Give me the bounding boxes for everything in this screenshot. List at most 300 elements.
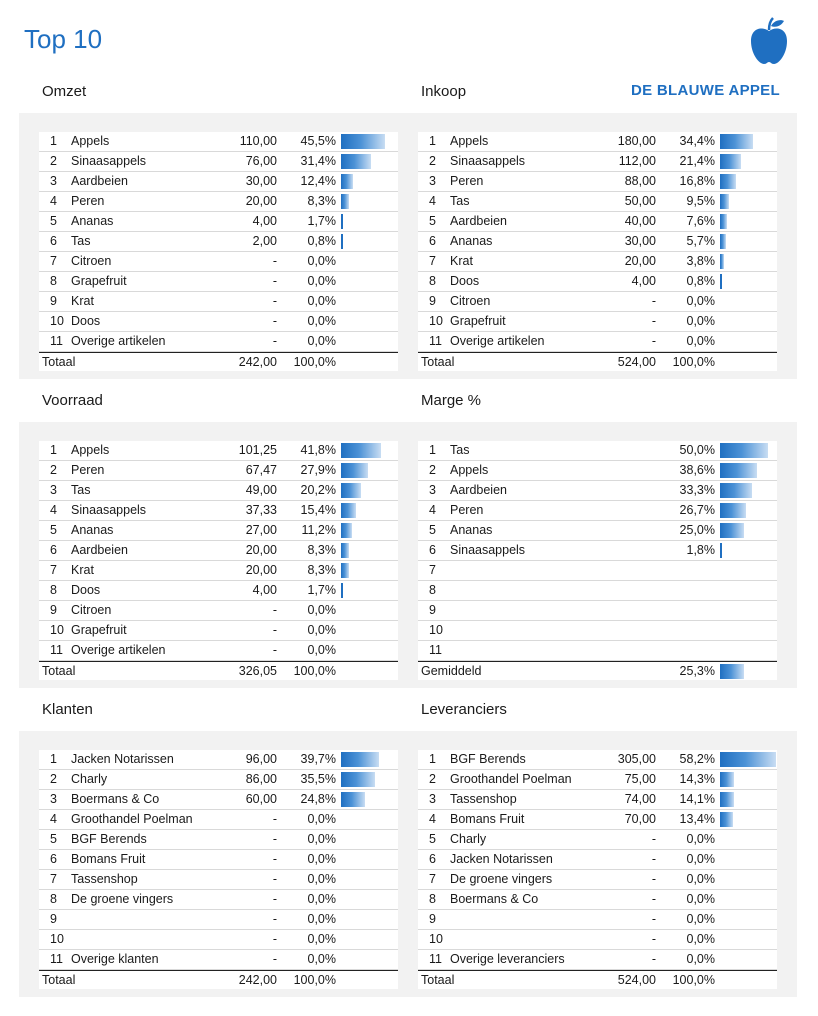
rank-number: 8 bbox=[429, 274, 436, 288]
table-row bbox=[39, 172, 398, 192]
apple-icon bbox=[748, 16, 790, 66]
klanten-title: Klanten bbox=[42, 701, 93, 718]
percentage-bar bbox=[341, 174, 353, 189]
item-percentage: 0,0% bbox=[307, 912, 336, 926]
item-percentage: 0,0% bbox=[307, 294, 336, 308]
percentage-bar bbox=[341, 583, 343, 598]
total-label: Totaal bbox=[42, 664, 76, 678]
item-percentage: 0,0% bbox=[686, 952, 715, 966]
item-percentage: 0,0% bbox=[686, 872, 715, 886]
item-name: Krat bbox=[71, 563, 94, 577]
item-name: Sinaasappels bbox=[71, 503, 147, 517]
rank-number: 11 bbox=[50, 643, 63, 657]
item-percentage: 3,8% bbox=[686, 254, 715, 268]
table-row bbox=[39, 541, 398, 561]
item-percentage: 20,2% bbox=[300, 483, 336, 497]
total-label: Totaal bbox=[421, 355, 455, 369]
item-percentage: 0,0% bbox=[307, 274, 336, 288]
percentage-bar bbox=[341, 154, 371, 169]
rank-number: 2 bbox=[429, 463, 436, 477]
rank-number: 1 bbox=[429, 443, 436, 457]
item-name: Boermans & Co bbox=[71, 792, 160, 806]
total-percentage: 100,0% bbox=[293, 973, 336, 987]
item-name: BGF Berends bbox=[450, 752, 526, 766]
item-value: - bbox=[272, 932, 277, 946]
total-percentage: 100,0% bbox=[293, 355, 336, 369]
table-row bbox=[39, 212, 398, 232]
percentage-bar bbox=[720, 194, 729, 209]
inkoop-title: Inkoop bbox=[421, 83, 467, 100]
leveranciers-table bbox=[418, 750, 777, 989]
item-name: Overige klanten bbox=[71, 952, 159, 966]
item-name: Grapefruit bbox=[71, 623, 127, 637]
total-percentage: 100,0% bbox=[672, 355, 715, 369]
rank-number: 9 bbox=[50, 912, 57, 926]
total-value: 524,00 bbox=[617, 973, 656, 987]
total-label: Totaal bbox=[421, 973, 455, 987]
table-row bbox=[418, 850, 777, 870]
item-value: 112,00 bbox=[618, 154, 656, 168]
table-row bbox=[418, 581, 777, 601]
item-name: Appels bbox=[71, 443, 110, 457]
total-value: 242,00 bbox=[238, 355, 277, 369]
item-name: Ananas bbox=[450, 234, 493, 248]
table-row bbox=[418, 770, 777, 790]
inkoop-table bbox=[418, 132, 777, 371]
item-value: - bbox=[272, 274, 277, 288]
item-value: 37,33 bbox=[245, 503, 277, 517]
total-percentage: 25,3% bbox=[679, 664, 715, 678]
item-percentage: 21,4% bbox=[679, 154, 715, 168]
item-percentage: 0,0% bbox=[686, 912, 715, 926]
rank-number: 8 bbox=[50, 892, 57, 906]
item-name: De groene vingers bbox=[450, 872, 553, 886]
item-percentage: 0,0% bbox=[307, 603, 336, 617]
item-value: 88,00 bbox=[624, 174, 656, 188]
table-row bbox=[418, 641, 777, 661]
item-value: 74,00 bbox=[624, 792, 656, 806]
item-percentage: 39,7% bbox=[300, 752, 336, 766]
item-name: BGF Berends bbox=[71, 832, 147, 846]
table-row bbox=[418, 132, 777, 152]
item-name: Bomans Fruit bbox=[450, 812, 525, 826]
total-percentage: 100,0% bbox=[293, 664, 336, 678]
item-name: Grapefruit bbox=[71, 274, 127, 288]
item-name: Krat bbox=[450, 254, 473, 268]
voorraad-title: Voorraad bbox=[42, 392, 103, 409]
table-row bbox=[418, 501, 777, 521]
rank-number: 1 bbox=[429, 752, 436, 766]
table-row bbox=[39, 292, 398, 312]
rank-number: 3 bbox=[50, 792, 57, 806]
item-percentage: 8,3% bbox=[307, 543, 336, 557]
item-percentage: 9,5% bbox=[686, 194, 715, 208]
item-name: Bomans Fruit bbox=[71, 852, 146, 866]
item-name: Ananas bbox=[71, 214, 114, 228]
table-row bbox=[418, 930, 777, 950]
percentage-bar bbox=[341, 752, 379, 767]
item-percentage: 38,6% bbox=[679, 463, 715, 477]
rank-number: 5 bbox=[429, 832, 436, 846]
table-row bbox=[39, 641, 398, 661]
item-percentage: 0,0% bbox=[307, 872, 336, 886]
table-row bbox=[39, 561, 398, 581]
table-row bbox=[418, 332, 777, 352]
item-value: 27,00 bbox=[245, 523, 277, 537]
table-row bbox=[39, 890, 398, 910]
item-percentage: 1,8% bbox=[686, 543, 715, 557]
item-value: - bbox=[272, 623, 277, 637]
item-value: - bbox=[651, 952, 656, 966]
table-row bbox=[39, 810, 398, 830]
item-name: Ananas bbox=[71, 523, 114, 537]
total-value: 326,05 bbox=[238, 664, 277, 678]
item-percentage: 1,7% bbox=[307, 583, 336, 597]
percentage-bar bbox=[720, 134, 753, 149]
item-name: Jacken Notarissen bbox=[450, 852, 553, 866]
item-name: Aardbeien bbox=[450, 214, 507, 228]
item-value: - bbox=[651, 832, 656, 846]
table-row bbox=[418, 172, 777, 192]
table-row bbox=[418, 232, 777, 252]
item-percentage: 34,4% bbox=[679, 134, 715, 148]
item-name: Doos bbox=[71, 583, 101, 597]
item-percentage: 0,0% bbox=[307, 952, 336, 966]
page-title: Top 10 bbox=[24, 24, 103, 54]
rank-number: 3 bbox=[429, 792, 436, 806]
rank-number: 9 bbox=[429, 912, 436, 926]
item-value: 305,00 bbox=[617, 752, 656, 766]
item-percentage: 31,4% bbox=[300, 154, 336, 168]
percentage-bar bbox=[720, 214, 727, 229]
table-row bbox=[418, 750, 777, 770]
item-name: Tassenshop bbox=[71, 872, 138, 886]
item-name: Doos bbox=[450, 274, 480, 288]
item-name: Aardbeien bbox=[71, 543, 128, 557]
item-name: Aardbeien bbox=[450, 483, 507, 497]
item-percentage: 11,2% bbox=[301, 523, 336, 537]
item-value: - bbox=[272, 294, 277, 308]
percentage-bar bbox=[720, 543, 722, 558]
item-value: 20,00 bbox=[624, 254, 656, 268]
rank-number: 6 bbox=[429, 543, 436, 557]
table-row bbox=[418, 810, 777, 830]
item-name: Sinaasappels bbox=[450, 543, 526, 557]
item-percentage: 0,0% bbox=[307, 334, 336, 348]
percentage-bar bbox=[341, 194, 349, 209]
item-percentage: 5,7% bbox=[686, 234, 715, 248]
table-row bbox=[39, 312, 398, 332]
item-name: Peren bbox=[450, 174, 484, 188]
rank-number: 8 bbox=[429, 583, 436, 597]
item-name: Jacken Notarissen bbox=[71, 752, 174, 766]
total-row bbox=[39, 970, 398, 989]
table-row bbox=[418, 481, 777, 501]
rank-number: 5 bbox=[50, 214, 57, 228]
item-value: 30,00 bbox=[245, 174, 277, 188]
percentage-bar bbox=[720, 523, 744, 538]
table-row bbox=[39, 621, 398, 641]
percentage-bar bbox=[720, 483, 752, 498]
table-row bbox=[39, 481, 398, 501]
item-value: 101,25 bbox=[238, 443, 277, 457]
percentage-bar bbox=[720, 254, 724, 269]
table-row bbox=[418, 561, 777, 581]
rank-number: 3 bbox=[429, 174, 436, 188]
percentage-bar bbox=[720, 772, 734, 787]
item-percentage: 0,0% bbox=[686, 832, 715, 846]
total-value: 524,00 bbox=[617, 355, 656, 369]
percentage-bar bbox=[720, 664, 744, 679]
omzet-title: Omzet bbox=[42, 83, 87, 100]
item-percentage: 58,2% bbox=[679, 752, 715, 766]
percentage-bar bbox=[341, 463, 368, 478]
rank-number: 5 bbox=[429, 523, 436, 537]
table-row bbox=[418, 461, 777, 481]
table-row bbox=[418, 790, 777, 810]
item-name: Tas bbox=[71, 483, 91, 497]
percentage-bar bbox=[341, 503, 356, 518]
table-row bbox=[418, 441, 777, 461]
rank-number: 10 bbox=[429, 314, 443, 328]
item-value: - bbox=[651, 932, 656, 946]
item-percentage: 0,0% bbox=[686, 892, 715, 906]
percentage-bar bbox=[720, 752, 776, 767]
omzet-table bbox=[39, 132, 398, 371]
item-percentage: 35,5% bbox=[300, 772, 336, 786]
item-percentage: 0,0% bbox=[686, 294, 715, 308]
item-percentage: 24,8% bbox=[300, 792, 336, 806]
item-percentage: 45,5% bbox=[300, 134, 336, 148]
item-value: - bbox=[272, 952, 277, 966]
table-row bbox=[39, 232, 398, 252]
table-row bbox=[39, 581, 398, 601]
table-row bbox=[418, 312, 777, 332]
rank-number: 5 bbox=[50, 523, 57, 537]
item-value: - bbox=[272, 892, 277, 906]
table-row bbox=[418, 890, 777, 910]
table-row bbox=[39, 950, 398, 970]
item-percentage: 41,8% bbox=[300, 443, 336, 457]
table-row bbox=[418, 192, 777, 212]
item-value: 75,00 bbox=[624, 772, 656, 786]
item-value: 4,00 bbox=[631, 274, 656, 288]
table-row bbox=[39, 152, 398, 172]
table-row bbox=[39, 192, 398, 212]
total-row bbox=[39, 352, 398, 371]
item-name: Aardbeien bbox=[71, 174, 128, 188]
item-percentage: 13,4% bbox=[679, 812, 715, 826]
leveranciers-title: Leveranciers bbox=[421, 701, 507, 718]
rank-number: 7 bbox=[429, 872, 436, 886]
table-row bbox=[39, 332, 398, 352]
item-name: Overige leveranciers bbox=[450, 952, 565, 966]
table-row bbox=[39, 850, 398, 870]
rank-number: 5 bbox=[429, 214, 436, 228]
rank-number: 2 bbox=[50, 154, 57, 168]
item-percentage: 0,0% bbox=[307, 812, 336, 826]
table-row bbox=[39, 790, 398, 810]
percentage-bar bbox=[341, 443, 381, 458]
item-percentage: 27,9% bbox=[300, 463, 336, 477]
item-name: Tassenshop bbox=[450, 792, 517, 806]
rank-number: 10 bbox=[50, 932, 64, 946]
item-value: 30,00 bbox=[624, 234, 656, 248]
table-row bbox=[39, 930, 398, 950]
table-row bbox=[418, 870, 777, 890]
item-name: Citroen bbox=[450, 294, 491, 308]
rank-number: 4 bbox=[50, 812, 57, 826]
item-value: 70,00 bbox=[624, 812, 656, 826]
item-name: Tas bbox=[71, 234, 91, 248]
item-name: Groothandel Poelman bbox=[450, 772, 572, 786]
table-row bbox=[418, 521, 777, 541]
rank-number: 6 bbox=[50, 543, 57, 557]
table-row bbox=[418, 621, 777, 641]
rank-number: 6 bbox=[50, 234, 57, 248]
item-name: Appels bbox=[71, 134, 110, 148]
item-name: Peren bbox=[450, 503, 484, 517]
voorraad-table bbox=[39, 441, 398, 680]
table-row bbox=[418, 910, 777, 930]
rank-number: 2 bbox=[50, 463, 57, 477]
rank-number: 9 bbox=[50, 294, 57, 308]
item-percentage: 33,3% bbox=[679, 483, 715, 497]
item-name: Sinaasappels bbox=[71, 154, 147, 168]
item-percentage: 50,0% bbox=[679, 443, 715, 457]
table-row bbox=[39, 910, 398, 930]
item-percentage: 0,0% bbox=[307, 314, 336, 328]
item-percentage: 7,6% bbox=[686, 214, 715, 228]
percentage-bar bbox=[341, 134, 385, 149]
item-name: Charly bbox=[450, 832, 487, 846]
percentage-bar bbox=[720, 174, 736, 189]
percentage-bar bbox=[720, 812, 733, 827]
item-value: - bbox=[272, 334, 277, 348]
percentage-bar bbox=[341, 543, 349, 558]
item-percentage: 0,0% bbox=[686, 852, 715, 866]
klanten-table bbox=[39, 750, 398, 989]
item-name: Tas bbox=[450, 443, 470, 457]
item-percentage: 0,0% bbox=[686, 314, 715, 328]
item-name: Groothandel Poelman bbox=[71, 812, 193, 826]
item-name: Tas bbox=[450, 194, 470, 208]
item-value: - bbox=[272, 643, 277, 657]
table-row bbox=[39, 750, 398, 770]
percentage-bar bbox=[341, 772, 375, 787]
item-value: 60,00 bbox=[245, 792, 277, 806]
rank-number: 3 bbox=[50, 174, 57, 188]
total-percentage: 100,0% bbox=[672, 973, 715, 987]
brand-logo-text: DE BLAUWE APPEL bbox=[631, 82, 780, 99]
rank-number: 4 bbox=[50, 194, 57, 208]
rank-number: 6 bbox=[429, 852, 436, 866]
item-percentage: 0,0% bbox=[307, 892, 336, 906]
item-percentage: 14,3% bbox=[679, 772, 715, 786]
table-row bbox=[418, 950, 777, 970]
percentage-bar bbox=[720, 154, 741, 169]
table-row bbox=[418, 252, 777, 272]
rank-number: 2 bbox=[429, 154, 436, 168]
item-percentage: 0,0% bbox=[686, 334, 715, 348]
item-name: Krat bbox=[71, 294, 94, 308]
rank-number: 9 bbox=[429, 294, 436, 308]
rank-number: 6 bbox=[429, 234, 436, 248]
percentage-bar bbox=[720, 463, 757, 478]
item-name: Ananas bbox=[450, 523, 493, 537]
item-value: - bbox=[272, 852, 277, 866]
table-row bbox=[39, 501, 398, 521]
table-row bbox=[418, 292, 777, 312]
rank-number: 7 bbox=[50, 254, 57, 268]
item-value: 20,00 bbox=[245, 194, 277, 208]
rank-number: 10 bbox=[50, 314, 64, 328]
item-name: Appels bbox=[450, 134, 489, 148]
item-percentage: 8,3% bbox=[307, 194, 336, 208]
rank-number: 10 bbox=[429, 623, 443, 637]
table-row bbox=[39, 252, 398, 272]
rank-number: 1 bbox=[50, 134, 57, 148]
item-percentage: 0,0% bbox=[686, 932, 715, 946]
rank-number: 7 bbox=[50, 563, 57, 577]
item-value: 4,00 bbox=[252, 583, 277, 597]
total-label: Gemiddeld bbox=[421, 664, 482, 678]
rank-number: 7 bbox=[429, 563, 436, 577]
item-value: 110,00 bbox=[239, 134, 277, 148]
item-name: Sinaasappels bbox=[450, 154, 526, 168]
item-percentage: 25,0% bbox=[679, 523, 715, 537]
rank-number: 2 bbox=[429, 772, 436, 786]
item-name: Overige artikelen bbox=[450, 334, 545, 348]
percentage-bar bbox=[720, 503, 746, 518]
item-value: - bbox=[272, 912, 277, 926]
rank-number: 11 bbox=[429, 334, 442, 348]
rank-number: 8 bbox=[429, 892, 436, 906]
rank-number: 10 bbox=[50, 623, 64, 637]
item-percentage: 16,8% bbox=[679, 174, 715, 188]
percentage-bar bbox=[720, 234, 726, 249]
percentage-bar bbox=[341, 563, 349, 578]
rank-number: 4 bbox=[429, 812, 436, 826]
rank-number: 7 bbox=[429, 254, 436, 268]
table-row bbox=[39, 521, 398, 541]
item-name: Boermans & Co bbox=[450, 892, 539, 906]
item-value: 20,00 bbox=[245, 543, 277, 557]
item-value: - bbox=[651, 912, 656, 926]
percentage-bar bbox=[720, 792, 734, 807]
total-row bbox=[418, 352, 777, 371]
total-value: 242,00 bbox=[238, 973, 277, 987]
item-value: - bbox=[651, 294, 656, 308]
total-row bbox=[418, 970, 777, 989]
rank-number: 1 bbox=[50, 443, 57, 457]
rank-number: 6 bbox=[50, 852, 57, 866]
item-percentage: 0,8% bbox=[686, 274, 715, 288]
rank-number: 10 bbox=[429, 932, 443, 946]
table-row bbox=[418, 830, 777, 850]
table-row bbox=[39, 870, 398, 890]
item-value: 180,00 bbox=[617, 134, 656, 148]
item-value: - bbox=[651, 314, 656, 328]
item-percentage: 14,1% bbox=[679, 792, 715, 806]
item-percentage: 0,0% bbox=[307, 932, 336, 946]
item-percentage: 0,0% bbox=[307, 623, 336, 637]
rank-number: 7 bbox=[50, 872, 57, 886]
table-row bbox=[418, 601, 777, 621]
percentage-bar bbox=[341, 792, 365, 807]
total-row bbox=[418, 661, 777, 680]
item-value: 4,00 bbox=[252, 214, 277, 228]
